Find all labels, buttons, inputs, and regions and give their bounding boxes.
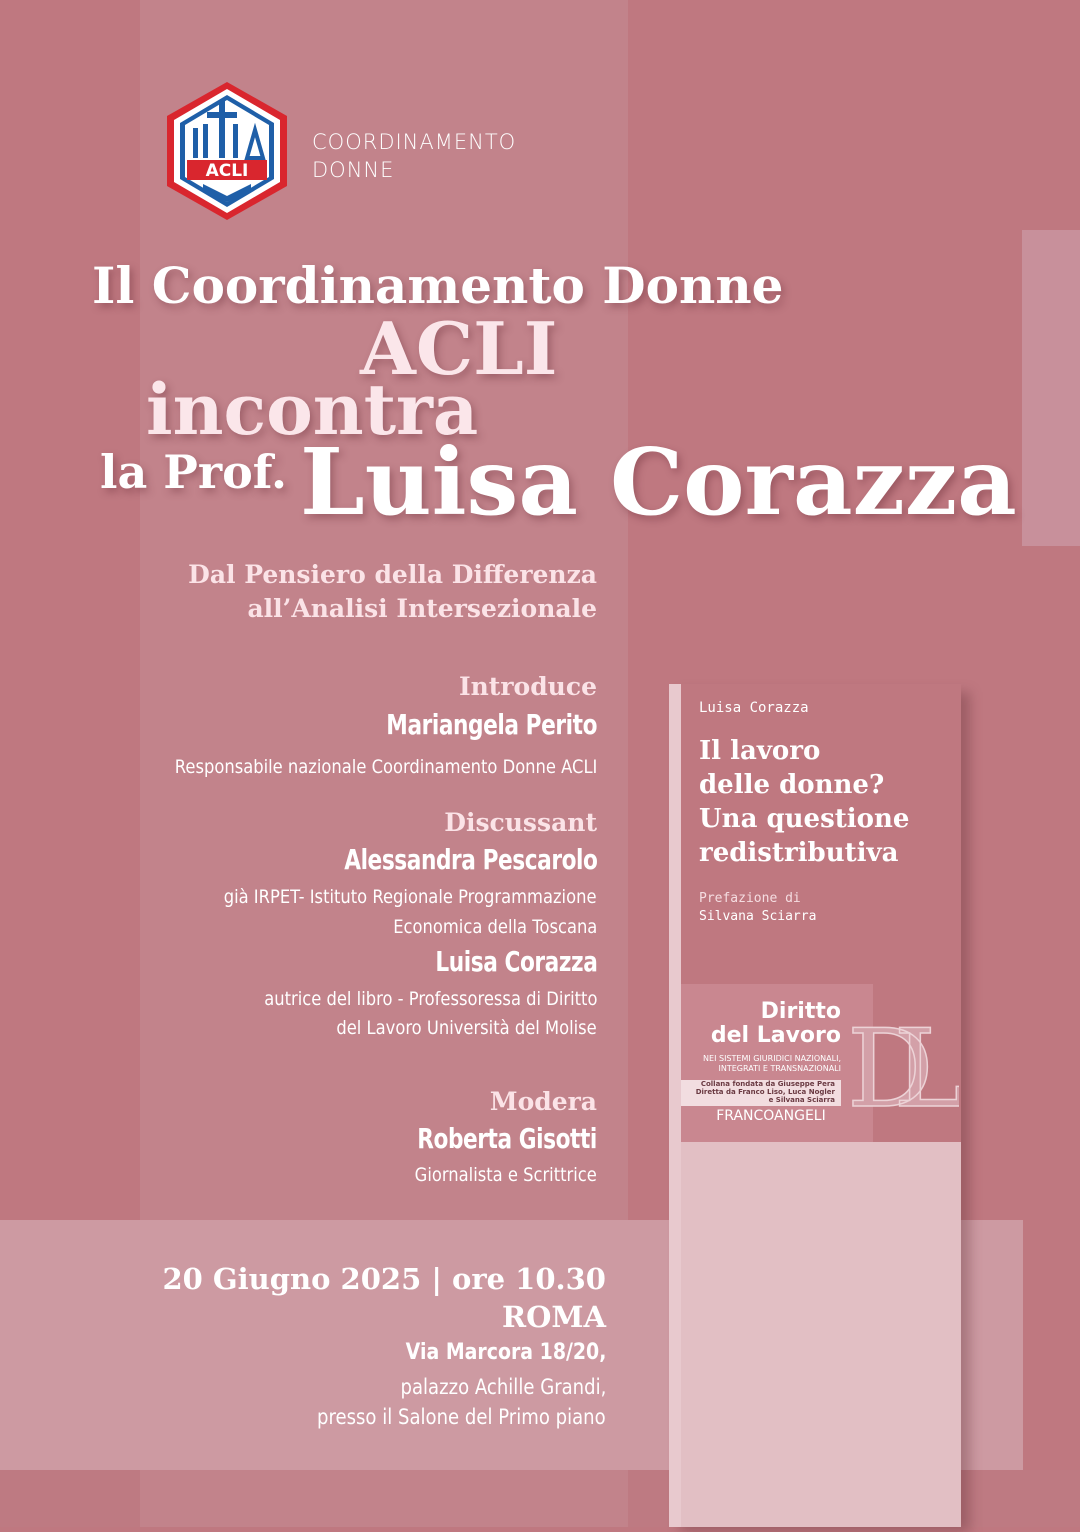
book-title-line-1: Il lavoro [699, 736, 821, 766]
headline-line-3: incontra [146, 368, 479, 451]
headline-speaker-name: Luisa Corazza [300, 428, 1017, 536]
event-venue-1: palazzo Achille Grandi, [400, 1375, 606, 1399]
name-modera: Roberta Gisotti [417, 1122, 597, 1155]
book-series-title [681, 1000, 841, 1048]
book-preface-name: Silvana Sciarra [699, 909, 817, 924]
name-introduce: Mariangela Perito [386, 708, 597, 741]
background-bottom-column [140, 1470, 628, 1527]
desc-modera: Giornalista e Scrittrice [414, 1164, 597, 1186]
book-series-subtitle [681, 1054, 841, 1074]
headline-line-1: Il Coordinamento Donne [92, 256, 784, 315]
book-collana-3: e Silvana Sciarra [768, 1096, 835, 1104]
book-preface [699, 890, 816, 926]
event-venue-2: presso il Salone del Primo piano [317, 1405, 606, 1429]
book-series-line-1: Diritto [760, 999, 841, 1024]
book-title-line-4: redistributiva [699, 838, 899, 868]
event-city: ROMA [502, 1300, 606, 1334]
book-collana-2: Diretta da Franco Liso, Luca Nogler [695, 1088, 835, 1096]
organization-line-2: DONNE [312, 158, 395, 182]
book-title [699, 734, 909, 870]
role-introduce: Introduce [458, 672, 597, 701]
headline-prefix: la Prof. [100, 445, 287, 499]
event-date: 20 Giugno 2025 | ore 10.30 [162, 1262, 606, 1296]
organization-line-1: COORDINAMENTO [312, 130, 517, 154]
subtitle-line-2: all’Analisi Intersezionale [247, 594, 597, 623]
book-monogram [839, 980, 959, 1126]
name-discussant-2: Luisa Corazza [434, 945, 597, 978]
desc-discussant-1a: già IRPET- Istituto Regionale Programmazione [224, 886, 597, 908]
desc-discussant-2b: del Lavoro Università del Molise [336, 1017, 597, 1039]
book-title-line-3: Una questione [699, 804, 910, 834]
desc-discussant-1b: Economica della Toscana [392, 916, 597, 938]
book-preface-label: Prefazione di [699, 891, 801, 906]
organization-name [312, 128, 516, 184]
book-collana-1: Collana fondata da Giuseppe Pera [700, 1080, 835, 1088]
name-discussant-1: Alessandra Pescarolo [343, 843, 597, 876]
subtitle-line-1: Dal Pensiero della Differenza [188, 560, 597, 589]
acli-logo [163, 80, 291, 222]
book-series-sub-1: NEI SISTEMI GIURIDICI NAZIONALI, [703, 1054, 841, 1063]
headline-line-2: ACLI [360, 306, 558, 391]
book-series-line-2: del Lavoro [710, 1023, 841, 1048]
role-modera: Modera [489, 1087, 597, 1116]
book-lower-spine [669, 1142, 681, 1527]
background-right-tab [1022, 230, 1080, 546]
role-discussant: Discussant [444, 808, 597, 837]
book-publisher: FRANCOANGELI [716, 1108, 826, 1124]
book-monogram-text: DL [847, 1007, 926, 1126]
book-series-sub-2: INTEGRATI E TRANSNAZIONALI [718, 1064, 841, 1073]
event-address: Via Marcora 18/20, [405, 1340, 606, 1365]
desc-discussant-2a: autrice del libro - Professoressa di Diritto [263, 988, 597, 1010]
book-lower-panel [669, 1142, 961, 1527]
book-author: Luisa Corazza [699, 700, 809, 716]
book-title-line-2: delle donne? [699, 770, 885, 800]
desc-introduce: Responsabile nazionale Coordinamento Donne ACLI [174, 756, 597, 778]
acli-logo-text: ACLI [205, 161, 249, 181]
book-cover [669, 684, 961, 1527]
book-collana-box [681, 1080, 841, 1106]
